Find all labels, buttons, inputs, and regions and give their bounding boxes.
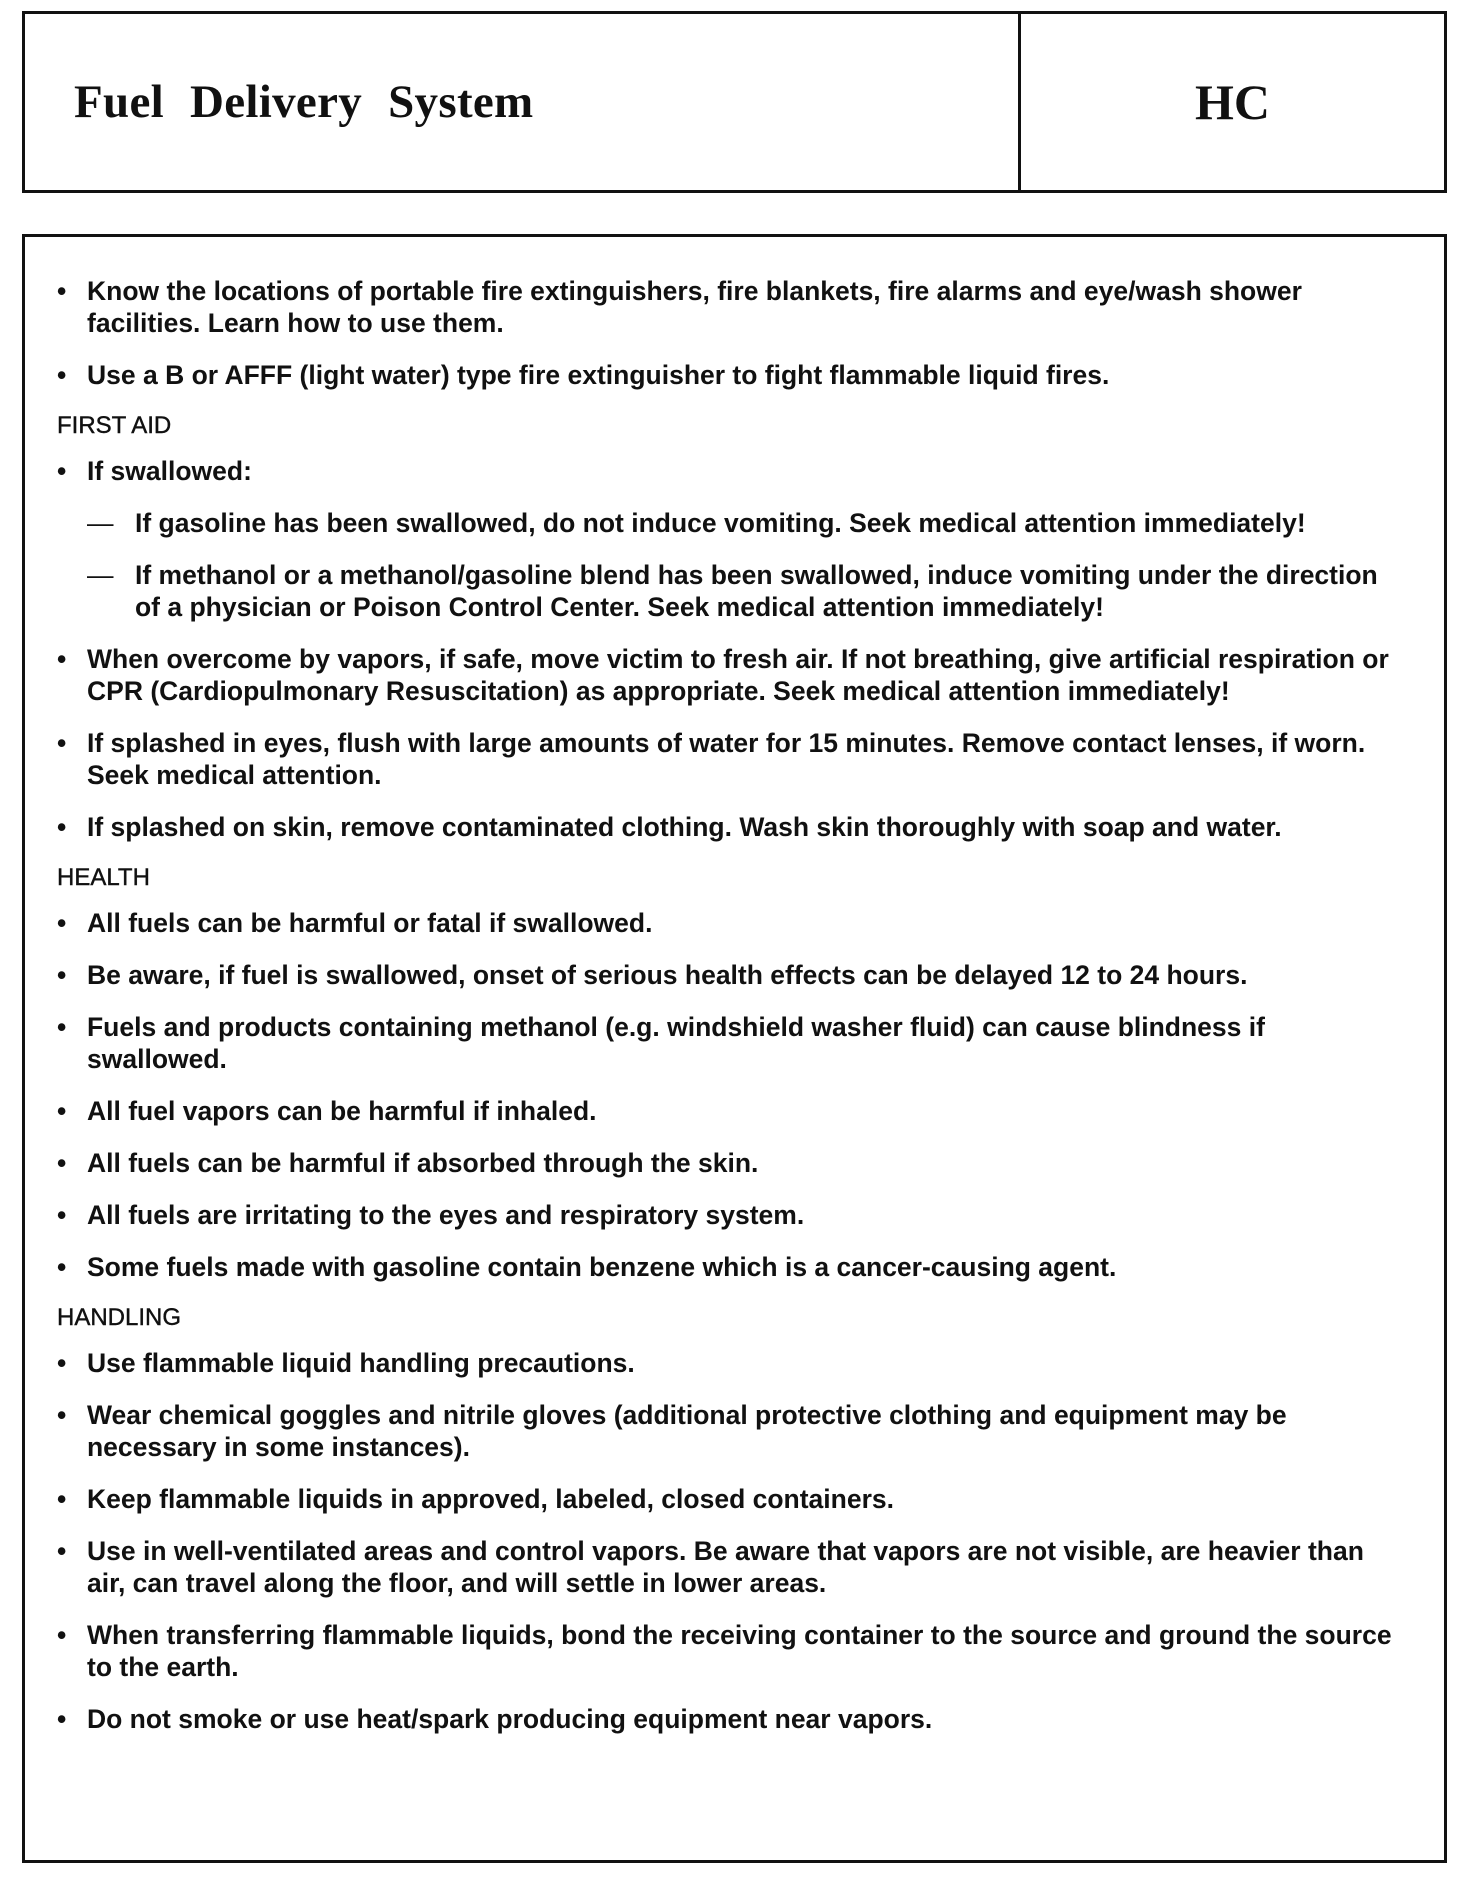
list-item: • All fuel vapors can be harmful if inhaled. bbox=[57, 1095, 1404, 1127]
list-item: • Be aware, if fuel is swallowed, onset of serious health effects can be delayed 12 to 24 hours. bbox=[57, 959, 1404, 991]
list-item: • Know the locations of portable fire extinguishers, fire blankets, fire alarms and eye/wash shower facilities. Learn how to use them. bbox=[57, 275, 1404, 339]
header-code-cell bbox=[1021, 14, 1444, 190]
content-box bbox=[22, 234, 1447, 1863]
list-item: • If splashed on skin, remove contaminated clothing. Wash skin thoroughly with soap and water. bbox=[57, 811, 1404, 843]
list-item: • All fuels can be harmful or fatal if swallowed. bbox=[57, 907, 1404, 939]
list-item: • Use a B or AFFF (light water) type fire extinguisher to fight flammable liquid fires. bbox=[57, 359, 1404, 391]
list-item: • Use flammable liquid handling precautions. bbox=[57, 1347, 1404, 1379]
header-box bbox=[22, 11, 1447, 193]
list-item: • Fuels and products containing methanol (e.g. windshield washer fluid) can cause blindness if swallowed. bbox=[57, 1011, 1404, 1075]
health-heading: HEALTH bbox=[57, 864, 150, 891]
page-title: Fuel Delivery System bbox=[74, 76, 534, 128]
first-aid-heading: FIRST AID bbox=[57, 412, 172, 439]
list-item: • All fuels are irritating to the eyes and respiratory system. bbox=[57, 1199, 1404, 1231]
handling-heading: HANDLING bbox=[57, 1304, 182, 1331]
list-item: • Do not smoke or use heat/spark producing equipment near vapors. bbox=[57, 1703, 1404, 1735]
sub-list-item: — If methanol or a methanol/gasoline blend has been swallowed, induce vomiting under the direction of a physician or Poison Control Center. Seek medical attention immediately! bbox=[57, 559, 1404, 623]
list-item: • When overcome by vapors, if safe, move victim to fresh air. If not breathing, give artificial respiration or CPR (Cardiopulmonary Resuscitation) as appropriate. Seek medical attention immediately! bbox=[57, 643, 1404, 707]
list-item: • Keep flammable liquids in approved, labeled, closed containers. bbox=[57, 1483, 1404, 1515]
list-item: • If splashed in eyes, flush with large amounts of water for 15 minutes. Remove contact lenses, if worn. Seek medical attention. bbox=[57, 727, 1404, 791]
list-item: • All fuels can be harmful if absorbed through the skin. bbox=[57, 1147, 1404, 1179]
list-item: • Wear chemical goggles and nitrile gloves (additional protective clothing and equipment may be necessary in some instances). bbox=[57, 1399, 1404, 1463]
list-item: • If swallowed: bbox=[57, 455, 1404, 487]
list-item: • Some fuels made with gasoline contain benzene which is a cancer-causing agent. bbox=[57, 1251, 1404, 1283]
header-title-cell bbox=[25, 14, 1021, 190]
section-code: HC bbox=[1195, 74, 1270, 130]
list-item: • Use in well-ventilated areas and control vapors. Be aware that vapors are not visible, are heavier than air, can travel along the floor, and will settle in lower areas. bbox=[57, 1535, 1404, 1599]
list-item: • When transferring flammable liquids, bond the receiving container to the source and ground the source to the earth. bbox=[57, 1619, 1404, 1683]
sub-list-item: — If gasoline has been swallowed, do not induce vomiting. Seek medical attention immediately! bbox=[57, 507, 1404, 539]
